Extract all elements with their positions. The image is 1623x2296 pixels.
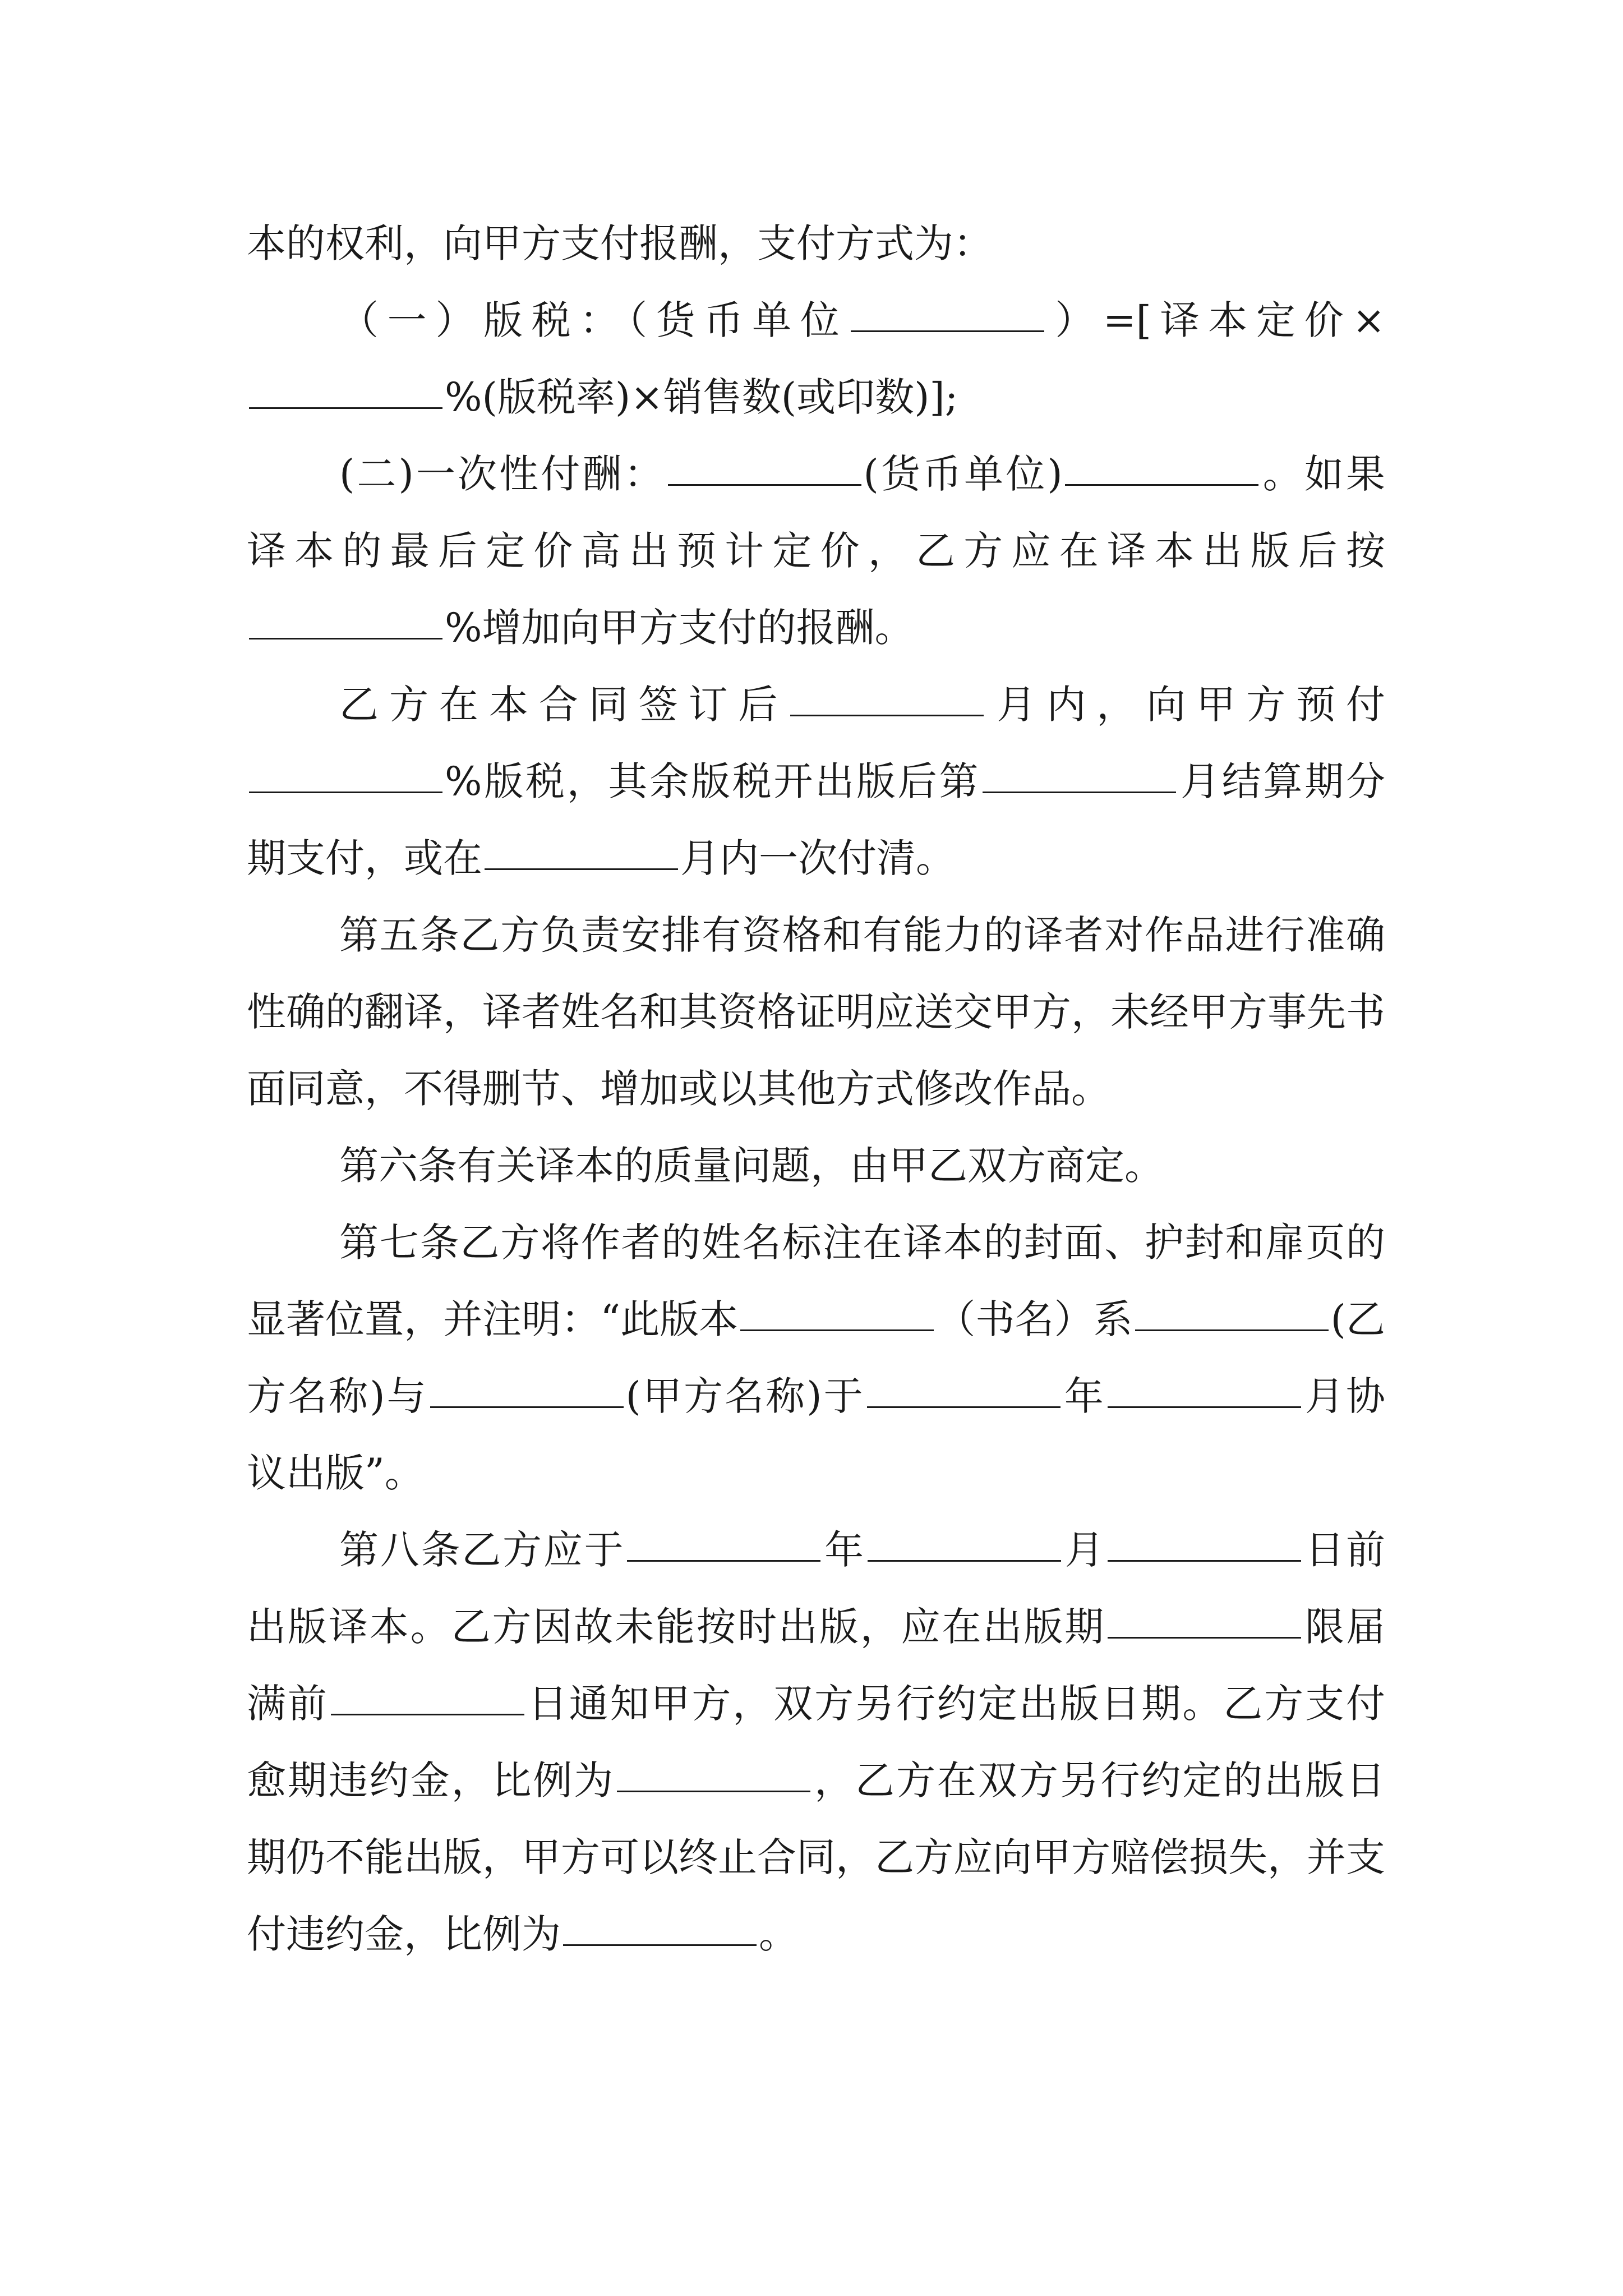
blank-field: [868, 1560, 1061, 1562]
text: 月结算期分期支付，或在: [247, 758, 1386, 881]
text: 第八条乙方应于: [339, 1527, 625, 1573]
text: ，乙方在双方另行约定的出版日期仍不能出版，甲方可以终止合同，乙方应向甲方赔偿损失，并支付违约金，比例为: [247, 1757, 1386, 1957]
text: 年: [823, 1527, 865, 1573]
blank-field: [563, 1944, 757, 1946]
document-body: [247, 205, 1385, 1973]
text: 。: [759, 1911, 798, 1957]
text: ）=[译本定价×: [1046, 297, 1385, 343]
blank-field: [617, 1791, 810, 1792]
blank-field: [1108, 1637, 1301, 1639]
blank-field: [1108, 1560, 1301, 1562]
text: 第六条有关译本的质量问题，由甲乙双方商定。: [339, 1143, 1164, 1189]
blank-field: [249, 638, 442, 639]
blank-field: [983, 792, 1176, 793]
blank-field: [668, 484, 861, 486]
text: 第五条乙方负责安排有资格和有能力的译者对作品进行准确性确的翻译，译者姓名和其资格证明应送交甲方，未经甲方事先书面同意，不得删节、增加或以其他方式修改作品。: [247, 912, 1385, 1112]
paragraph-advance-payment: [247, 666, 1385, 897]
blank-field: [867, 1406, 1061, 1408]
paragraph-royalty-option: [247, 282, 1385, 436]
text: 月协议出版”。: [247, 1373, 1386, 1496]
text: 第七条乙方将作者的姓名标注在译本的封面、护封和扉页的显著位置，并注明：“此版本: [247, 1220, 1385, 1342]
paragraph-payment-intro: [247, 205, 1385, 282]
text: %增加向甲方支付的报酬。: [445, 605, 914, 651]
text: (货币单位): [863, 451, 1063, 497]
blank-field: [790, 715, 984, 716]
blank-field: [851, 330, 1044, 332]
paragraph-article-8: [247, 1512, 1385, 1973]
text: (二)一次性付酬：: [339, 451, 666, 497]
blank-field: [331, 1714, 524, 1715]
text: 限届满前: [247, 1604, 1386, 1727]
text: 本的权利，向甲方支付报酬，支付方式为：: [247, 220, 993, 266]
blank-field: [1108, 1406, 1301, 1408]
text: %(版税率)×销售数(或印数)];: [445, 374, 958, 420]
blank-field: [627, 1560, 820, 1562]
text: 。如果译本的最后定价高出预计定价，乙方应在译本出版后按: [247, 451, 1385, 574]
text: 日通知甲方，双方另行约定出版日期。乙方支付愈期违约金，比例为: [247, 1681, 1386, 1803]
text: 月: [1063, 1527, 1106, 1573]
text: （书名）系: [936, 1296, 1133, 1342]
paragraph-article-6: [247, 1128, 1385, 1204]
text: （一）版税：（货币单位: [339, 297, 849, 343]
text: 日前出版译本。乙方因故未能按时出版，应在出版期: [247, 1527, 1386, 1650]
text: 乙方在本合同签订后: [339, 682, 789, 728]
text: %版税，其余版税开出版后第: [445, 758, 981, 804]
blank-field: [430, 1406, 624, 1408]
blank-field: [1065, 484, 1258, 486]
blank-field: [740, 1329, 934, 1331]
paragraph-lump-sum-option: [247, 436, 1385, 666]
text: 年: [1062, 1373, 1105, 1419]
text: (甲方名称)于: [625, 1373, 865, 1419]
text: 月内，向甲方预付: [986, 682, 1386, 728]
blank-field: [249, 792, 442, 793]
text: (乙方名称)与: [247, 1296, 1386, 1419]
blank-field: [249, 407, 442, 409]
paragraph-article-5: [247, 897, 1385, 1128]
blank-field: [1135, 1329, 1329, 1331]
blank-field: [485, 868, 678, 870]
paragraph-article-7: [247, 1204, 1385, 1512]
text: 月内一次付清。: [680, 835, 955, 881]
